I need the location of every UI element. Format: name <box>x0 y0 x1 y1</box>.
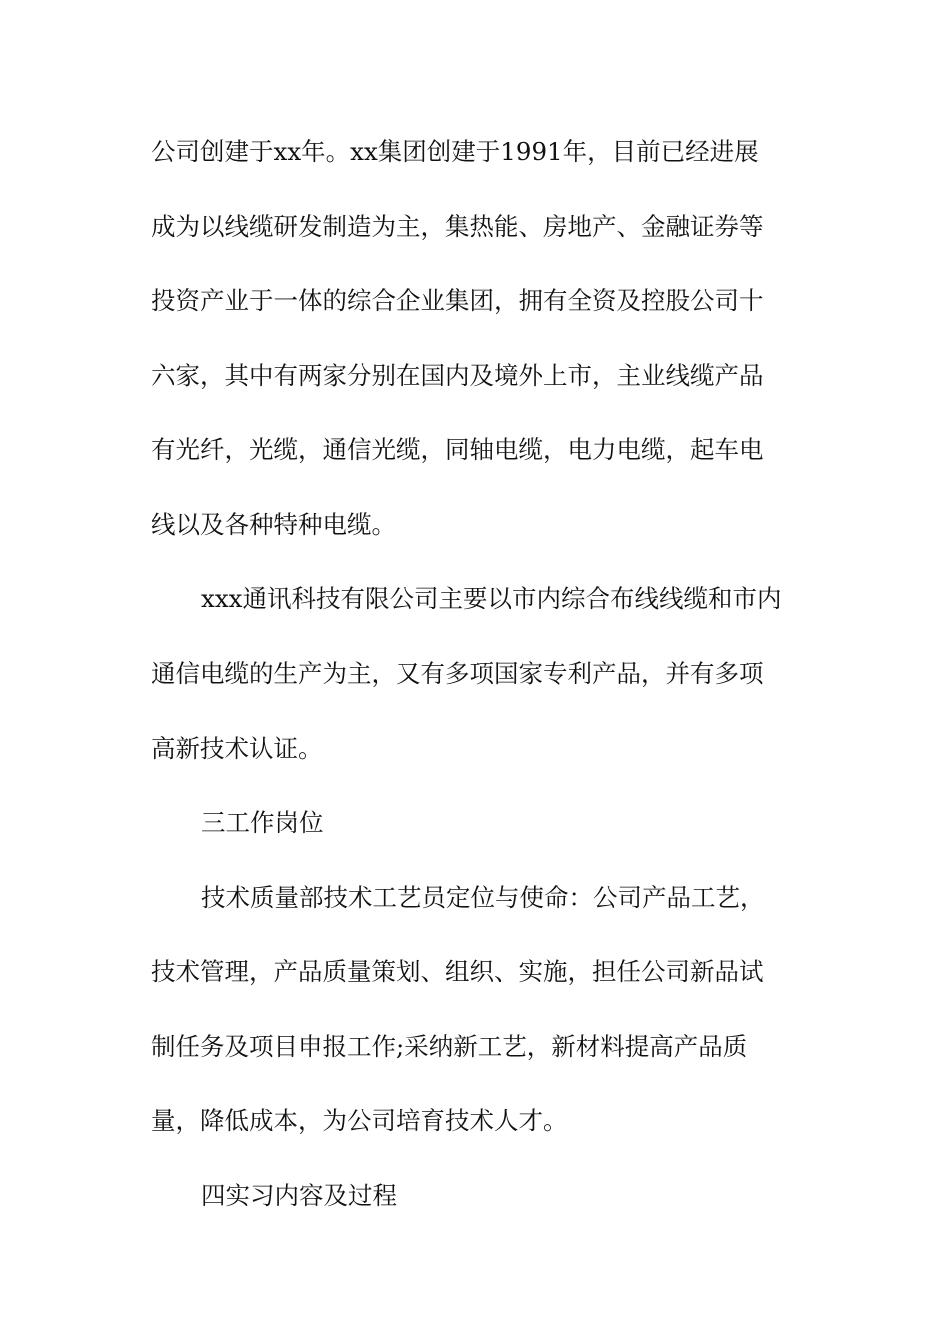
text-line: 六家，其中有两家分别在国内及境外上市，主业线缆产品 <box>151 361 764 390</box>
text-line: 高新技术认证。 <box>151 734 323 763</box>
text-line: 有光纤，光缆，通信光缆，同轴电缆，电力电缆，起车电 <box>151 435 764 464</box>
section-heading-internship: 四实习内容及过程 <box>201 1181 397 1210</box>
text-line: 技术质量部技术工艺员定位与使命：公司产品工艺， <box>201 883 765 912</box>
text-line: 成为以线缆研发制造为主，集热能、房地产、金融证券等 <box>151 212 764 241</box>
text-line: 线以及各种特种电缆。 <box>151 510 396 539</box>
text-line: 量，降低成本，为公司培育技术人才。 <box>151 1106 568 1135</box>
text-line: 通信电缆的生产为主，又有多项国家专利产品，并有多项 <box>151 659 764 688</box>
text-line: xxx通讯科技有限公司主要以市内综合布线线缆和市内 <box>201 584 782 613</box>
text-line: 公司创建于xx年。xx集团创建于1991年，目前已经进展 <box>151 137 759 166</box>
text-line: 制任务及项目申报工作;采纳新工艺，新材料提高产品质 <box>151 1032 748 1061</box>
text-line: 投资产业于一体的综合企业集团，拥有全资及控股公司十 <box>151 286 764 315</box>
section-heading-job-position: 三工作岗位 <box>201 808 324 837</box>
text-line: 技术管理，产品质量策划、组织、实施，担任公司新品试 <box>151 957 764 986</box>
